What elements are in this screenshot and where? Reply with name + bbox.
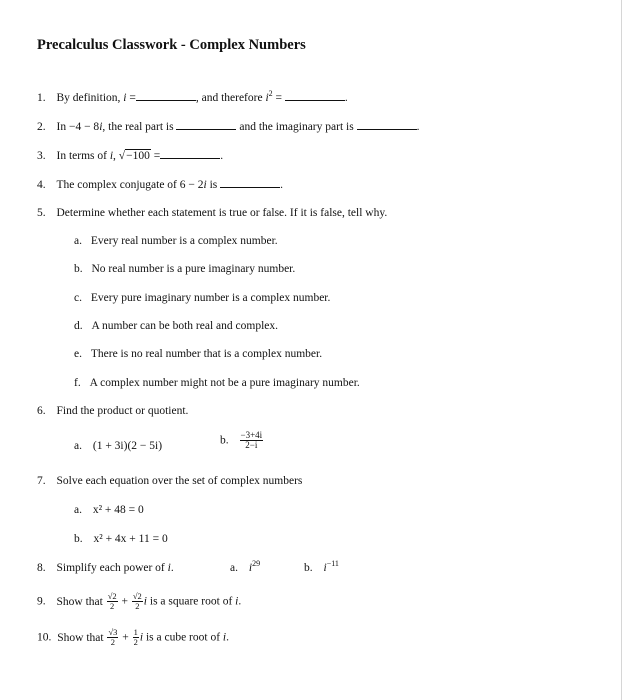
- item-label: b.: [220, 434, 229, 447]
- statement-item: [74, 376, 360, 390]
- question-number: 6.: [37, 405, 46, 417]
- variable: i: [139, 631, 144, 644]
- question-2: [37, 119, 419, 134]
- question-text: is: [209, 179, 218, 191]
- denominator: 2: [133, 637, 138, 647]
- question-number: 3.: [37, 150, 46, 162]
- answer-blank[interactable]: [176, 119, 236, 130]
- question-8: [37, 561, 174, 575]
- radicand: −100: [126, 150, 150, 162]
- question-7: [37, 474, 302, 488]
- question-number: 2.: [37, 121, 46, 133]
- variable: i: [143, 595, 147, 608]
- question-3: [37, 148, 223, 163]
- item-label: e.: [74, 348, 82, 360]
- question-text: and the imaginary part is: [239, 121, 354, 133]
- question-text: Show that: [56, 595, 103, 608]
- item-8b: [304, 561, 339, 575]
- item-text: No real number is a pure imaginary number.: [91, 263, 296, 275]
- question-number: 1.: [37, 92, 46, 104]
- item-label: a.: [230, 562, 238, 574]
- answer-blank[interactable]: [285, 90, 345, 101]
- question-text: Simplify each power of: [56, 562, 165, 574]
- variable: i: [109, 150, 114, 162]
- variable: i: [235, 595, 239, 608]
- item-label: f.: [74, 377, 81, 389]
- question-1: [37, 90, 348, 105]
- variable: i: [167, 562, 171, 574]
- numerator: √2: [107, 591, 117, 601]
- variable: i: [99, 121, 103, 133]
- exponent: 29: [252, 559, 261, 568]
- question-text: In −4 − 8: [56, 121, 100, 133]
- item-6b: [220, 431, 264, 450]
- item-text: There is no real number that is a complex number.: [90, 348, 323, 360]
- item-label: d.: [74, 320, 83, 332]
- question-number: 7.: [37, 475, 46, 487]
- item-label: b.: [74, 533, 83, 545]
- item-text: A number can be both real and complex.: [91, 320, 278, 332]
- question-text: , the real part is: [102, 121, 174, 133]
- answer-blank[interactable]: [357, 119, 417, 130]
- question-text: The complex conjugate of 6 − 2: [56, 179, 204, 191]
- statement-item: [74, 347, 322, 361]
- plus-sign: +: [122, 631, 129, 644]
- question-text: By definition,: [56, 92, 121, 104]
- question-text: is a square root of: [149, 595, 233, 608]
- question-5: [37, 206, 387, 220]
- numerator: −3+4i: [240, 430, 263, 440]
- item-text: Every real number is a complex number.: [90, 235, 278, 247]
- answer-blank[interactable]: [220, 177, 280, 188]
- question-6: [37, 404, 188, 418]
- numerator: √3: [108, 627, 118, 637]
- period: .: [344, 92, 348, 104]
- question-number: 9.: [37, 595, 46, 608]
- answer-blank[interactable]: [136, 90, 196, 101]
- question-text: Solve each equation over the set of complex numbers: [56, 475, 303, 487]
- question-text: Show that: [57, 631, 104, 644]
- denominator: 2−i: [245, 440, 258, 450]
- question-10: [37, 628, 229, 647]
- page-title: Precalculus Classwork - Complex Numbers: [37, 37, 306, 53]
- exponent: 2: [268, 89, 273, 98]
- item-label: a.: [74, 440, 82, 452]
- question-text: Find the product or quotient.: [56, 405, 189, 417]
- answer-blank[interactable]: [160, 148, 220, 159]
- item-6a: [74, 439, 162, 453]
- plus-sign: +: [121, 595, 128, 608]
- question-9: [37, 592, 241, 611]
- question-text: , and therefore: [195, 92, 263, 104]
- item-label: b.: [74, 263, 83, 275]
- fraction: [132, 592, 143, 611]
- item-8a: [230, 561, 260, 575]
- denominator: 2: [110, 601, 115, 611]
- math-expression: x² + 48 = 0: [92, 504, 144, 516]
- question-text: is a cube root of: [145, 631, 221, 644]
- period: .: [226, 631, 229, 644]
- question-text: In terms of: [56, 150, 107, 162]
- fraction: [133, 628, 139, 647]
- comma: ,: [113, 150, 116, 162]
- statement-item: [74, 234, 278, 248]
- exponent: −11: [326, 559, 339, 568]
- item-label: a.: [74, 235, 82, 247]
- equals: =: [275, 92, 283, 104]
- item-7a: [74, 503, 144, 517]
- item-text: A complex number might not be a pure imaginary number.: [89, 377, 360, 389]
- period: .: [280, 179, 283, 191]
- variable: i: [123, 92, 127, 104]
- variable: i: [222, 631, 227, 644]
- numerator: 1: [133, 627, 138, 637]
- period: .: [238, 595, 242, 608]
- period: .: [220, 150, 224, 162]
- statement-item: [74, 291, 330, 305]
- variable: i: [248, 562, 253, 574]
- variable: i: [323, 562, 327, 574]
- item-label: c.: [74, 292, 82, 304]
- equals: =: [129, 92, 136, 104]
- square-root: √−100: [118, 150, 150, 162]
- fraction: [240, 431, 264, 450]
- question-text: Determine whether each statement is true or false. If it is false, tell why.: [56, 207, 388, 219]
- statement-item: [74, 319, 278, 333]
- period: .: [170, 562, 174, 574]
- page-edge: [621, 0, 622, 700]
- question-4: [37, 177, 283, 192]
- denominator: 2: [110, 637, 116, 647]
- numerator: √2: [132, 591, 142, 601]
- fraction: [107, 628, 118, 647]
- item-label: a.: [74, 504, 82, 516]
- item-label: b.: [304, 562, 313, 574]
- question-number: 4.: [37, 179, 46, 191]
- question-number: 5.: [37, 207, 46, 219]
- variable: i: [203, 179, 207, 191]
- period: .: [416, 121, 420, 133]
- item-text: Every pure imaginary number is a complex number.: [90, 292, 331, 304]
- variable: i: [265, 92, 269, 104]
- question-number: 10.: [37, 631, 52, 644]
- equals: =: [153, 150, 161, 162]
- question-number: 8.: [37, 562, 46, 574]
- item-7b: [74, 532, 168, 546]
- math-expression: x² + 4x + 11 = 0: [93, 533, 168, 545]
- denominator: 2: [135, 601, 140, 611]
- math-expression: (1 + 3i)(2 − 5i): [92, 440, 163, 452]
- statement-item: [74, 262, 295, 276]
- fraction: [107, 592, 118, 611]
